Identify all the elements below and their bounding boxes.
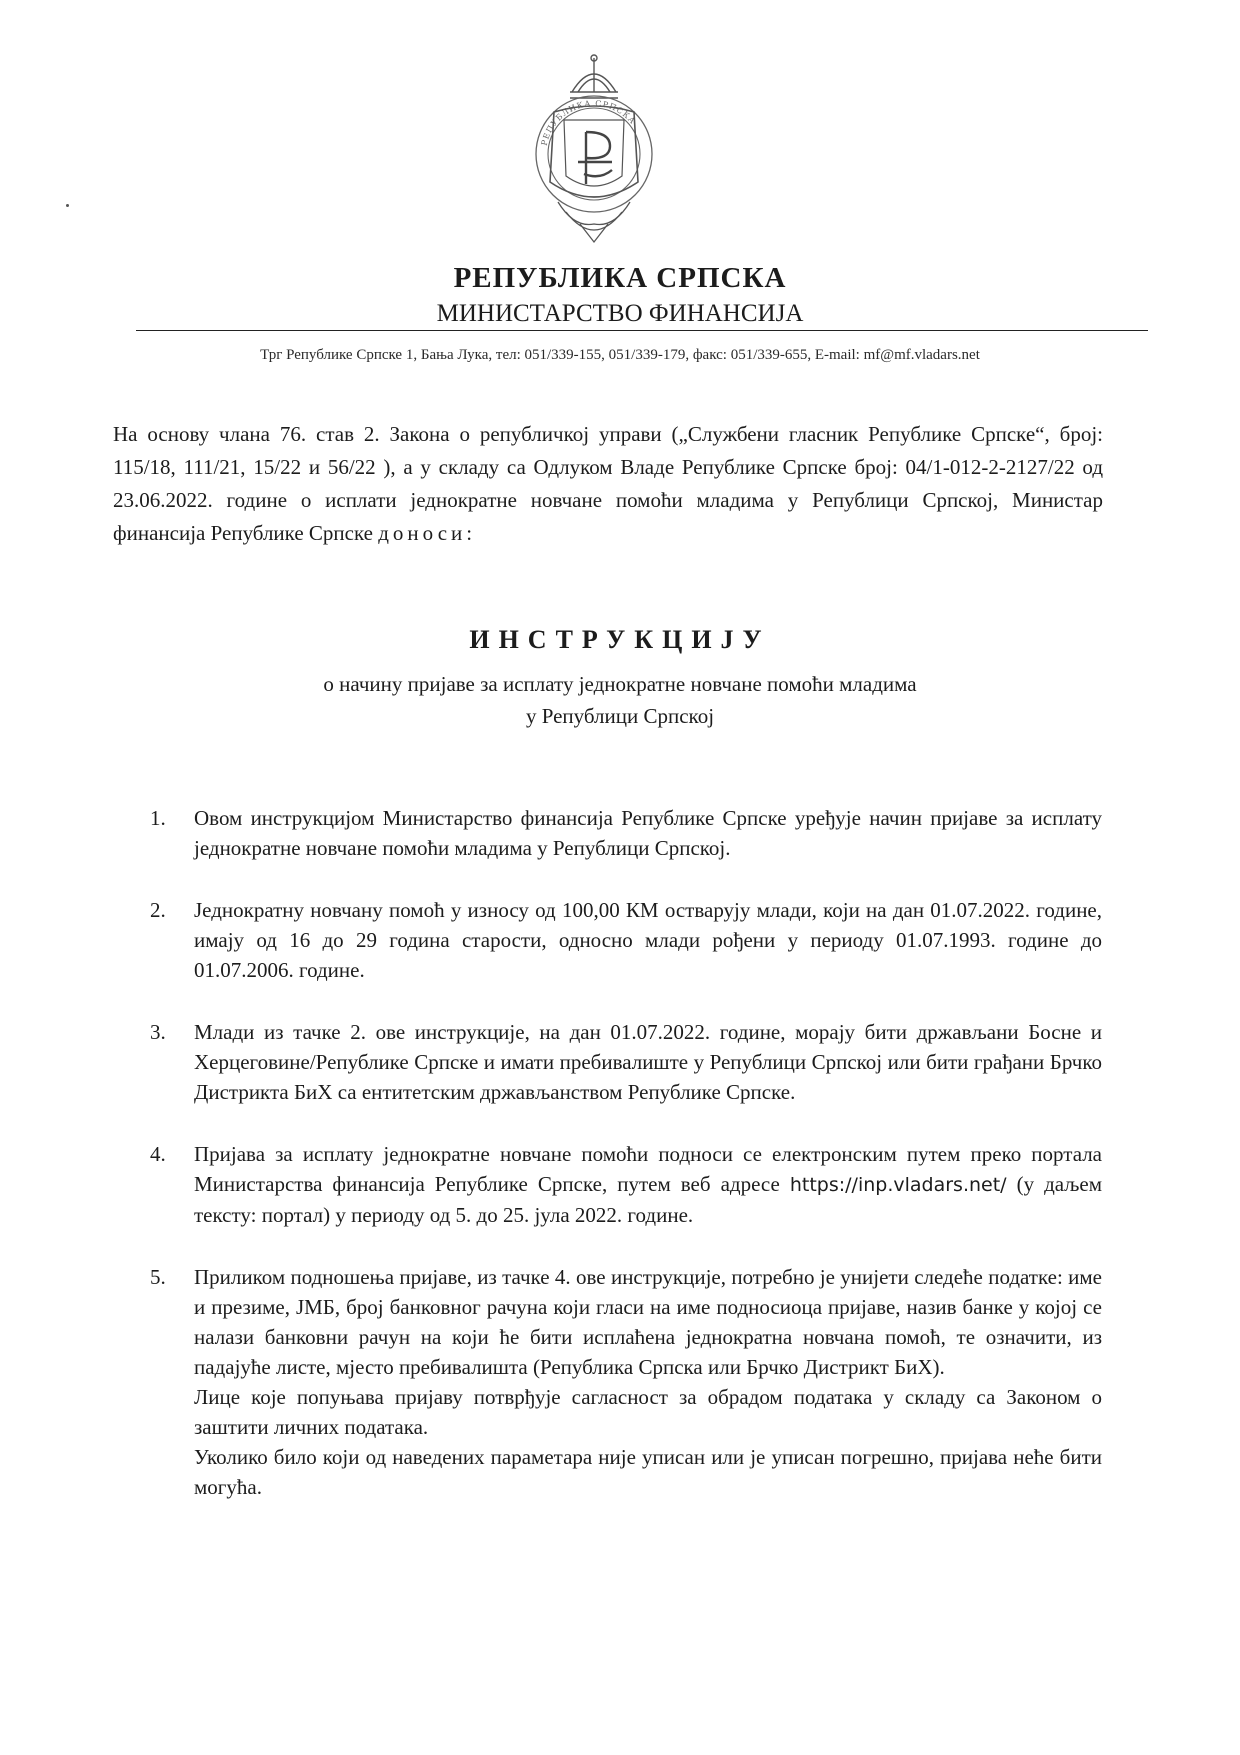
list-item bbox=[150, 895, 1102, 985]
item-paragraph: Приликом подношења пријаве, из тачке 4. ове инструкције, потребно је унијети следеће податке: име и презиме, ЈМБ, број банковног рачуна који гласи на име подносиоца пријаве, назив банке у којој се налази банковни рачун на који ће бити исплаћена једнократна новчана помоћ, те означити, из падајуће листе, мјесто пребивалишта (Република Српска или Брчко Дистрикт БиХ). bbox=[194, 1265, 1102, 1379]
item-paragraph: Уколико било који од наведених параметара није уписан или је уписан погрешно, пријава неће бити могућа. bbox=[194, 1445, 1102, 1499]
header-divider bbox=[136, 330, 1148, 331]
instruction-list bbox=[150, 803, 1102, 1534]
portal-url-link[interactable]: https://inp.vladars.net/ bbox=[789, 1174, 1007, 1196]
list-item bbox=[150, 803, 1102, 863]
list-item bbox=[150, 1017, 1102, 1107]
item-number: 2. bbox=[150, 898, 166, 922]
coat-of-arms-emblem bbox=[514, 52, 674, 248]
item-text bbox=[194, 1139, 1102, 1230]
coat-of-arms-lettering: РЕПУБЛИКА СРПСКА bbox=[539, 98, 638, 147]
item-paragraph: Лице које попуњава пријаву потврђује сагласност за обрадом података у складу са Законом о заштити личних података. bbox=[194, 1385, 1102, 1439]
preamble-paragraph bbox=[113, 418, 1103, 550]
document-title: ИНСТРУКЦИЈУ bbox=[469, 625, 771, 654]
item-number: 4. bbox=[150, 1142, 166, 1166]
subtitle-line-1: о начину пријаве за исплату једнократне новчане помоћи младима bbox=[323, 672, 917, 696]
scan-speck bbox=[66, 204, 69, 207]
ministry-name: МИНИСТАРСТВО ФИНАНСИЈА bbox=[436, 300, 804, 327]
document-subtitle bbox=[0, 668, 1240, 732]
item-text: Једнократну новчану помоћ у износу од 100,00 КМ остварују млади, који на дан 01.07.2022. године, имају од 16 до 29 година старости, односно млади рођени у периоду 01.07.1993. године до 01.07.2006. године. bbox=[194, 898, 1102, 982]
subtitle-line-2: у Републици Српској bbox=[525, 704, 715, 728]
item-text-before-url: Пријава за исплату једнократне новчане помоћи подноси се електронским путем преко портала Министарства финансија Републике Српске, путем веб адресе bbox=[194, 1142, 1102, 1196]
item-text: Овом инструкцијом Министарство финансија Републике Српске уређује начин пријаве за исплату једнократне новчане помоћи младима у Републици Српској. bbox=[194, 806, 1102, 860]
list-item bbox=[150, 1139, 1102, 1230]
contact-line: Трг Републике Српске 1, Бања Лука, тел: 051/339-155, 051/339-179, факс: 051/339-655, E-mail: mf@mf.vladars.net bbox=[260, 347, 980, 363]
item-number: 3. bbox=[150, 1020, 166, 1044]
list-item bbox=[150, 1262, 1102, 1502]
preamble-text: На основу члана 76. став 2. Закона о републичкој управи („Службени гласник Републике Српске“, број: 115/18, 111/21, 15/22 и 56/22 ), а у складу са Одлуком Владе Републике Српске број: 04/1-012-2-2127/22 од 23.06.2022. године о исплати једнократне новчане помоћи младима у Републици Српској, Министар финансија Републике Српске bbox=[113, 422, 1103, 545]
item-number: 1. bbox=[150, 806, 166, 830]
item-text-after-url: (у даљем тексту: портал) у периоду од 5. до 25. јула 2022. године. bbox=[194, 1172, 1102, 1227]
item-number: 5. bbox=[150, 1265, 166, 1289]
preamble-spaced-word: доноси: bbox=[378, 521, 477, 545]
item-text: Млади из тачке 2. ове инструкције, на дан 01.07.2022. године, морају бити држављани Босне и Херцеговине/Републике Српске и имати пребивалиште у Републици Српској или бити грађани Брчко Дистрикта БиХ са ентитетским држављанством Републике Српске. bbox=[194, 1020, 1102, 1104]
organization-name: РЕПУБЛИКА СРПСКА bbox=[453, 262, 787, 294]
